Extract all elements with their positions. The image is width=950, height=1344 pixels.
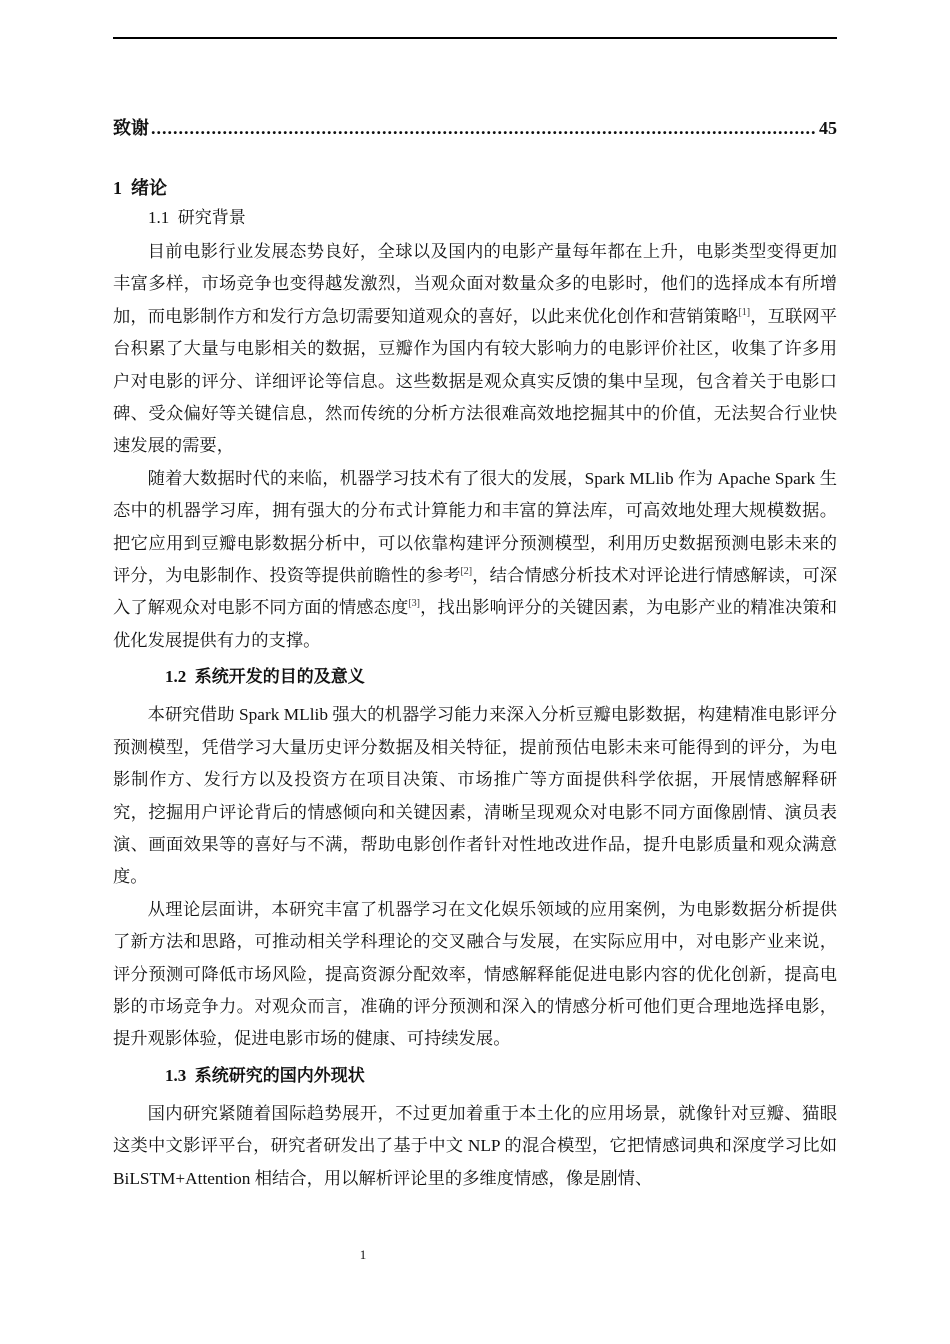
section-heading-1-3: [165, 1064, 837, 1088]
section-title: 系统研究的国内外现状: [194, 1065, 365, 1085]
paragraph-status-domestic: 国内研究紧随着国际趋势展开，不过更加着重于本土化的应用场景，就像针对豆瓣、猫眼这类中文影评平台，研究者研发出了基于中文 NLP 的混合模型，它把情感词典和深度学习比如 BiLSTM+Attention 相结合，用以解析评论里的多维度情感，像是剧情、: [113, 1103, 837, 1188]
toc-entry-label: 致谢: [113, 118, 149, 138]
toc-entry-page: 45: [819, 118, 837, 138]
chapter-title: 绪论: [131, 178, 167, 198]
section-number: 1.1: [148, 208, 170, 227]
citation-2[interactable]: [2]: [460, 566, 473, 578]
citation-1[interactable]: [1]: [738, 306, 751, 318]
paragraph-purpose: 本研究借助 Spark MLlib 强大的机器学习能力来深入分析豆瓣电影数据，构建精准电影评分预测模型，凭借学习大量历史评分数据及相关特征，提前预估电影未来可能得到的评分，为电影制作方、发行方以及投资方在项目决策、市场推广等方面提供科学依据，开展情感解释研究，挖掘用户评论背后的情感倾向和关键因素，清晰呈现观众对电影不同方面像剧情、演员表演、画面效果等的喜好与不满，帮助电影创作者针对性地改进作品，提升电影质量和观众满意度。: [113, 705, 837, 887]
paragraph-text: ，结合情感分析技术对评论进行情感解读，可深入了解观众对电影不同方面的情感态度: [113, 566, 837, 618]
chapter-heading: [113, 176, 837, 200]
section-number: 1.2: [165, 667, 187, 687]
section-heading-1-1: [148, 206, 837, 230]
paragraph-text: 目前电影行业发展态势良好，全球以及国内的电影产量每年都在上升，电影类型变得更加丰富多样，市场竞争也变得越发激烈，当观众面对数量众多的电影时，他们的选择成本有所增加，而电影制作方和发行方急切需要知道观众的喜好，以此来优化创作和营销策略: [113, 242, 837, 326]
paragraph-significance: 从理论层面讲，本研究丰富了机器学习在文化娱乐领域的应用案例，为电影数据分析提供了新方法和思路，可推动相关学科理论的交叉融合与发展，在实际应用中，对电影产业来说，评分预测可降低市场风险，提高资源分配效率，情感解释能促进电影内容的优化创新，提高电影的市场竞争力。对观众而言，准确的评分预测和深入的情感分析可他们更合理地选择电影，提升观影体验，促进电影市场的健康、可持续发展。: [113, 899, 837, 1049]
citation-3[interactable]: [3]: [408, 598, 421, 610]
section-title: 研究背景: [177, 208, 246, 227]
paragraph-text: 随着大数据时代的来临，机器学习技术有了很大的发展，Spark MLlib 作为 Apache Spark 生态中的机器学习库，拥有强大的分布式计算能力和丰富的算法库，可高效地处理大规模数据。把它应用到豆瓣电影数据分析中，可以依靠构建评分预测模型，利用历史数据预测电影未来的评分，为电影制作、投资等提供前瞻性的参考: [113, 468, 837, 586]
paragraph-text: ，找出影响评分的关键因素，为电影产业的精准决策和优化发展提供有力的支撑。: [113, 598, 837, 650]
chapter-number: 1: [113, 178, 122, 198]
page-number: 1: [359, 1247, 367, 1262]
paragraph-background-1: [113, 236, 837, 463]
paragraph-background-2: [113, 463, 837, 657]
toc-entry-acknowledgement[interactable]: [113, 114, 837, 140]
paragraph-text: ，互联网平台积累了大量与电影相关的数据，豆瓣作为国内有较大影响力的电影评价社区，收集了许多用户对电影的评分、详细评论等信息。这些数据是观众真实反馈的集中呈现，包含着关于电影口碑、受众偏好等关键信息，然而传统的分析方法很难高效地挖掘其中的价值，无法契合行业快速发展的需要，: [113, 306, 837, 456]
section-title: 系统开发的目的及意义: [194, 667, 365, 687]
document-body: [113, 176, 837, 1195]
section-number: 1.3: [165, 1065, 187, 1085]
toc-leader-dots: [151, 118, 817, 139]
header-rule: [113, 37, 837, 39]
section-heading-1-2: [165, 665, 837, 689]
